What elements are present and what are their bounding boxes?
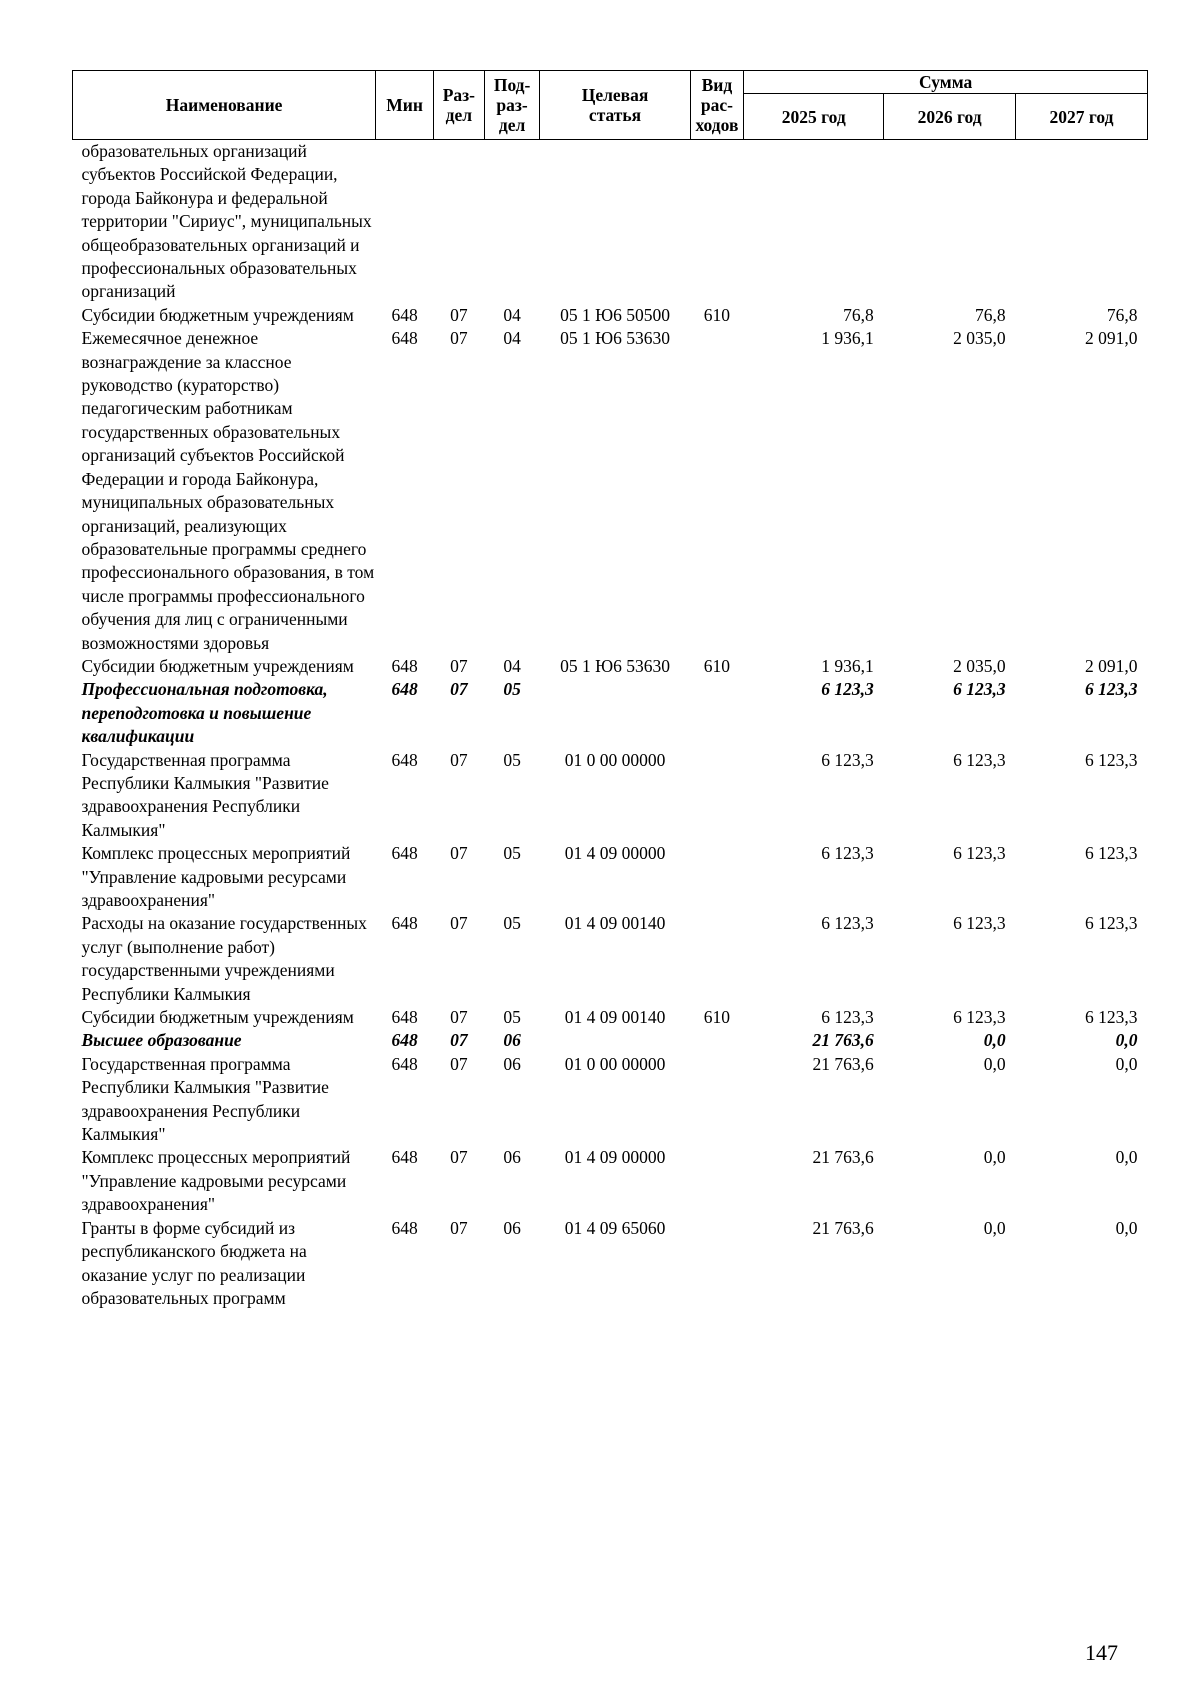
page-number: 147 [1085,1640,1118,1665]
cell-2027: 6 123,3 [1085,749,1138,770]
cell-vid [690,749,744,843]
header-2026: 2026 год [884,94,1016,140]
cell-min: 648 [391,679,418,700]
cell-vid [690,1029,744,1052]
cell-2025: 6 123,3 [821,913,874,934]
cell-vid: 610 [703,1007,731,1028]
cell-vid [690,327,744,655]
table-row [73,1029,1148,1052]
cell-vid [690,1053,744,1147]
cell-2026: 0,0 [983,1147,1006,1168]
cell-target: 05 1 Ю6 53630 [560,328,670,349]
cell-podrazdel [484,140,540,304]
table-row [73,304,1148,327]
cell-razdel: 07 [450,1217,468,1238]
cell-min: 648 [391,1030,418,1051]
cell-name: Государственная программа Республики Калмыкия "Развитие здравоохранения Республики Калмыкия" [81,1053,329,1145]
cell-2025: 6 123,3 [821,843,874,864]
cell-min [376,140,434,304]
cell-min: 648 [391,1053,418,1074]
header-2027: 2027 год [1016,94,1148,140]
cell-name: Субсидии бюджетным учреждениям [81,655,354,676]
cell-min: 648 [391,655,418,676]
cell-min: 648 [391,1007,418,1028]
cell-target: 01 0 00 00000 [564,749,666,770]
cell-2027: 76,8 [1106,304,1138,325]
table-row [73,655,1148,678]
header-name: Наименование [73,71,376,140]
cell-target: 01 4 09 00140 [564,913,666,934]
cell-podrazdel: 05 [503,843,521,864]
cell-vid: 610 [703,304,731,325]
cell-target: 01 0 00 00000 [564,1053,666,1074]
cell-2026: 0,0 [983,1053,1006,1074]
cell-name: Государственная программа Республики Калмыкия "Развитие здравоохранения Республики Калмыкия" [81,749,329,840]
cell-name: Субсидии бюджетным учреждениям [81,304,354,325]
table-row [73,1053,1148,1147]
cell-2025: 21 763,6 [812,1217,874,1238]
cell-razdel: 07 [450,328,468,349]
cell-vid [690,912,744,1006]
cell-name: Комплекс процессных мероприятий "Управление кадровыми ресурсами здравоохранения" [81,1147,351,1215]
cell-2025: 1 936,1 [821,655,874,676]
cell-name: Расходы на оказание государственных услуг (выполнение работ) государственными учреждениями Республики Калмыкия [81,913,367,1004]
cell-razdel: 07 [450,304,468,325]
cell-podrazdel: 06 [503,1217,521,1238]
cell-target [540,678,690,748]
cell-target: 05 1 Ю6 53630 [560,655,670,676]
cell-2025 [744,140,884,304]
cell-2027: 6 123,3 [1085,679,1138,700]
cell-2025: 1 936,1 [821,328,874,349]
cell-2025: 6 123,3 [821,679,874,700]
cell-vid [690,140,744,304]
table-row [73,842,1148,912]
cell-2026: 6 123,3 [953,1007,1006,1028]
cell-min: 648 [391,1147,418,1168]
cell-2027: 2 091,0 [1085,328,1138,349]
cell-2026: 6 123,3 [953,679,1006,700]
cell-2026 [884,140,1016,304]
cell-podrazdel: 04 [503,304,521,325]
cell-podrazdel: 05 [503,1007,521,1028]
cell-min: 648 [391,304,418,325]
table-row [73,1217,1148,1311]
cell-razdel: 07 [450,1053,468,1074]
cell-vid: 610 [703,655,731,676]
cell-2026: 6 123,3 [953,749,1006,770]
cell-target: 01 4 09 00140 [564,1007,666,1028]
table-row [73,912,1148,1006]
cell-vid [690,842,744,912]
header-target: Целевая статья [540,71,690,140]
table-header [73,71,1148,140]
header-vid: Вид рас- ходов [690,71,744,140]
cell-2025: 21 763,6 [812,1030,874,1051]
cell-name: Ежемесячное денежное вознаграждение за классное руководство (кураторство) педагогическим работникам государственных образовательных организаций субъектов Российской Федерации и города Байконура, муниципальных образовательных организаций, реализующих образовательные программы среднего профессионального образования, в том числе программы профессионального обучения для лиц с ограниченными возможностями здоровья [81,328,375,653]
cell-target: 01 4 09 00000 [564,843,666,864]
header-summa: Сумма [744,71,1148,94]
cell-2025: 21 763,6 [812,1053,874,1074]
table-row [73,140,1148,304]
cell-vid [690,1217,744,1311]
cell-min: 648 [391,749,418,770]
cell-2026: 6 123,3 [953,843,1006,864]
cell-razdel: 07 [450,913,468,934]
header-min: Мин [376,71,434,140]
cell-target [540,140,690,304]
document-page [72,70,1148,1310]
cell-2026: 2 035,0 [953,655,1006,676]
cell-name: Субсидии бюджетным учреждениям [81,1007,354,1028]
cell-podrazdel: 06 [503,1053,521,1074]
table-row [73,1146,1148,1216]
cell-name: Комплекс процессных мероприятий "Управление кадровыми ресурсами здравоохранения" [81,843,351,910]
cell-2026: 0,0 [983,1030,1006,1051]
cell-razdel: 07 [450,1030,468,1051]
cell-2027: 6 123,3 [1085,1007,1138,1028]
cell-target [540,1029,690,1052]
cell-podrazdel: 05 [503,749,521,770]
cell-podrazdel: 04 [503,328,521,349]
cell-min: 648 [391,843,418,864]
cell-min: 648 [391,913,418,934]
cell-podrazdel: 05 [503,913,521,934]
cell-min: 648 [391,1217,418,1238]
cell-razdel: 07 [450,1147,468,1168]
cell-2026: 0,0 [983,1217,1006,1238]
budget-table [72,70,1148,1310]
cell-min: 648 [391,328,418,349]
cell-vid [690,678,744,748]
cell-2025: 21 763,6 [812,1147,874,1168]
cell-podrazdel: 05 [503,679,521,700]
cell-2025: 76,8 [843,304,874,325]
cell-2027: 0,0 [1115,1217,1138,1238]
cell-2027: 0,0 [1115,1053,1138,1074]
header-razdel: Раз- дел [434,71,485,140]
cell-razdel: 07 [450,655,468,676]
cell-2027: 0,0 [1115,1030,1138,1051]
cell-vid [690,1146,744,1216]
cell-target: 01 4 09 65060 [564,1217,666,1238]
cell-2027: 2 091,0 [1085,655,1138,676]
cell-name: Высшее образование [81,1030,242,1051]
table-body [73,140,1148,1311]
table-row [73,1006,1148,1029]
cell-2025: 6 123,3 [821,1007,874,1028]
cell-razdel: 07 [450,1007,468,1028]
cell-razdel: 07 [450,749,468,770]
cell-2027: 6 123,3 [1085,843,1138,864]
cell-razdel: 07 [450,843,468,864]
cell-2026: 76,8 [974,304,1006,325]
cell-2025: 6 123,3 [821,749,874,770]
cell-target: 01 4 09 00000 [564,1147,666,1168]
cell-name: Гранты в форме субсидий из республиканского бюджета на оказание услуг по реализации образовательных программ [81,1217,307,1308]
cell-podrazdel: 04 [503,655,521,676]
table-row [73,678,1148,748]
header-2025: 2025 год [744,94,884,140]
table-row [73,327,1148,655]
table-row [73,749,1148,843]
cell-name: Профессиональная подготовка, переподготовка и повышение квалификации [81,679,328,747]
cell-2026: 6 123,3 [953,913,1006,934]
cell-2027: 0,0 [1115,1147,1138,1168]
cell-name: образовательных организаций субъектов Российской Федерации, города Байконура и федеральной территории "Сириус", муниципальных общеобразовательных организаций и профессиональных образовательных организаций [81,141,372,302]
cell-razdel: 07 [450,679,468,700]
cell-2027: 6 123,3 [1085,913,1138,934]
cell-podrazdel: 06 [503,1030,521,1051]
cell-2027 [1016,140,1148,304]
cell-razdel [434,140,485,304]
header-podrazdel: Под- раз- дел [484,71,540,140]
cell-2026: 2 035,0 [953,328,1006,349]
cell-target: 05 1 Ю6 50500 [560,304,670,325]
cell-podrazdel: 06 [503,1147,521,1168]
